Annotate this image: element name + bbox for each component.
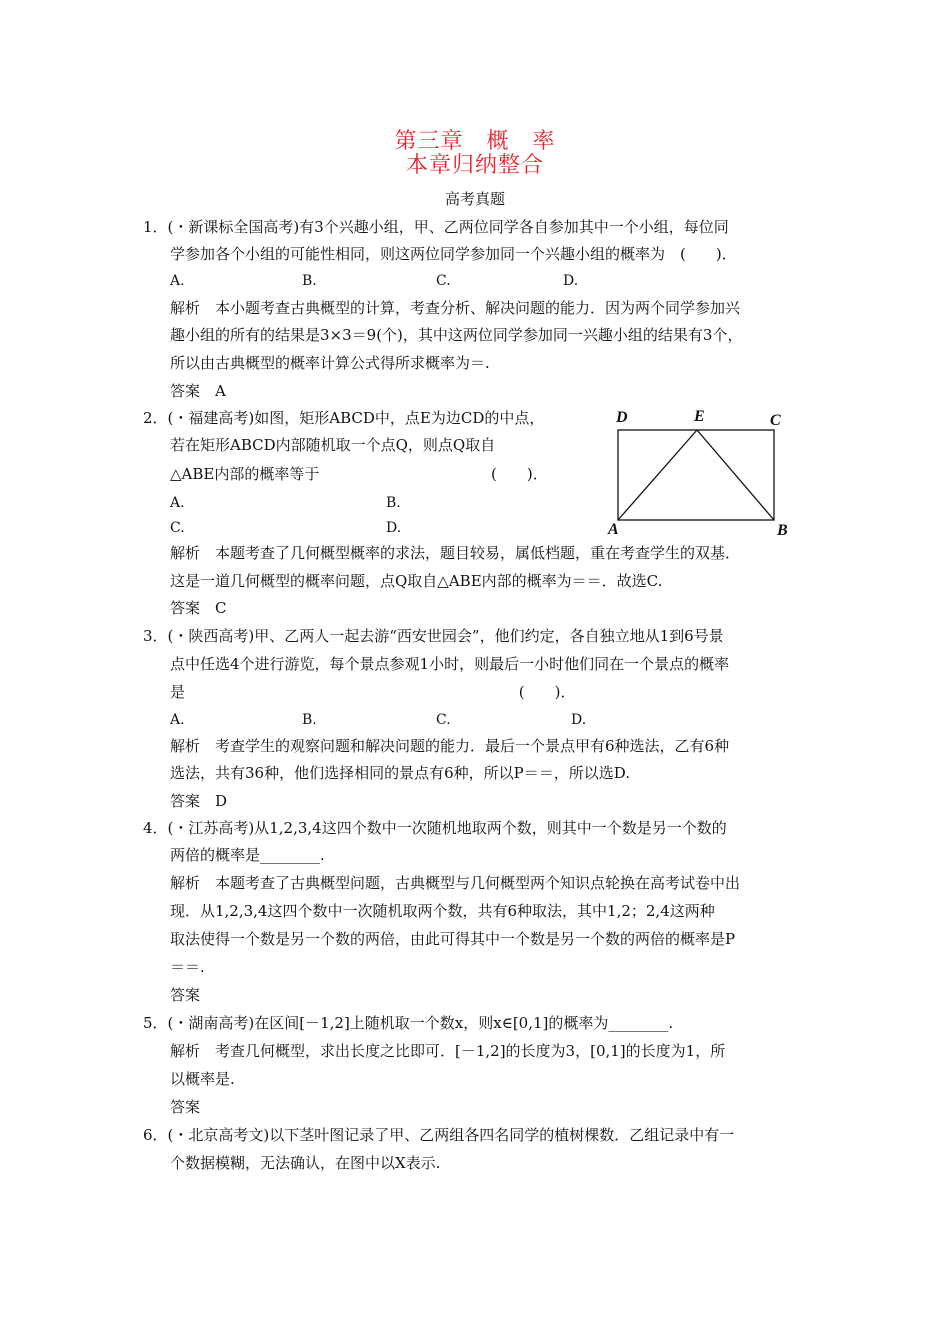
problem-4-analysis-3: 取法使得一个数是另一个数的两倍，由此可得其中一个数是另一个数的两倍的概率是P <box>170 930 736 948</box>
problem-2-analysis-1: 解析 本题考查了几何概型概率的求法，题目较易，属低档题，重在考查学生的双基． <box>170 544 741 562</box>
problem-4-analysis-2: 现．从1,2,3,4这四个数中一次随机取两个数，共有6种取法，其中1,2；2,4这两种 <box>170 902 715 920</box>
label-c: C <box>770 412 781 429</box>
problem-2-option-c: C. <box>170 520 185 536</box>
problem-1-analysis-3: 所以由古典概型的概率计算公式得所求概率为＝. <box>170 354 490 372</box>
problem-3-option-c: C. <box>436 712 451 728</box>
problem-3-line-3: 是 ( )． <box>170 683 576 701</box>
problem-1-analysis-1: 解析 本小题考查古典概型的计算，考查分析、解决问题的能力．因为两个同学参加兴 <box>170 299 741 317</box>
chapter-title: 第三章 概 率 <box>394 129 556 154</box>
label-e: E <box>694 408 705 425</box>
problem-6-line-2: 个数据模糊，无法确认，在图中以X表示. <box>170 1154 441 1172</box>
problem-3-line-1: 3．(・陕西高考)甲、乙两人一起去游“西安世园会”，他们约定，各自独立地从1到6号景 <box>143 627 724 645</box>
problem-3-answer: 答案 D <box>170 792 228 810</box>
problem-5-analysis-2: 以概率是. <box>170 1070 235 1088</box>
chapter-subtitle: 本章归纳整合 <box>405 153 544 178</box>
problem-4-line-2: 两倍的概率是________. <box>170 846 325 864</box>
problem-2-answer: 答案 C <box>170 599 227 617</box>
segment-eb <box>697 430 774 520</box>
problem-1-answer: 答案 A <box>170 382 226 400</box>
problem-6-line-1: 6．(・北京高考文)以下茎叶图记录了甲、乙两组各四名同学的植树棵数．乙组记录中有一 <box>143 1126 735 1144</box>
problem-4-analysis-1: 解析 本题考查了古典概型问题，古典概型与几何概型两个知识点轮换在高考试卷中出 <box>170 874 741 892</box>
problem-3-option-d: D. <box>571 712 587 728</box>
problem-1-line-1: 1．(・新课标全国高考)有3个兴趣小组，甲、乙两位同学各自参加其中一个小组，每位同 <box>143 218 729 236</box>
problem-2-option-a: A. <box>170 495 185 511</box>
problem-1-option-a: A. <box>170 273 185 289</box>
problem-3-option-b: B. <box>302 712 317 728</box>
problem-4-answer: 答案 <box>170 986 201 1004</box>
problem-5-line-1: 5．(・湖南高考)在区间[－1,2]上随机取一个数x，则x∈[0,1]的概率为________. <box>143 1014 674 1032</box>
segment-ae <box>618 430 697 520</box>
section-heading: 高考真题 <box>444 190 505 208</box>
problem-1-option-d: D. <box>563 273 579 289</box>
problem-3-option-a: A. <box>170 712 185 728</box>
problem-3-analysis-2: 选法，共有36种，他们选择相同的景点有6种，所以P＝＝，所以选D. <box>170 764 630 782</box>
problem-4-line-1: 4．(・江苏高考)从1,2,3,4这四个数中一次随机地取两个数，则其中一个数是另一个数的 <box>143 819 727 837</box>
problem-1-option-b: B. <box>302 273 317 289</box>
problem-2-line-3: △ABE内部的概率等于 ( )． <box>170 465 548 483</box>
problem-2-option-d: D. <box>386 520 402 536</box>
problem-4-analysis-4: ＝＝. <box>170 958 205 976</box>
problem-2-line-2: 若在矩形ABCD内部随机取一个点Q，则点Q取自 <box>170 436 496 454</box>
problem-2-analysis-2: 这是一道几何概型的概率问题，点Q取自△ABE内部的概率为＝＝．故选C. <box>170 572 663 590</box>
problem-1-option-c: C. <box>436 273 451 289</box>
problem-2-line-1: 2．(・福建高考)如图，矩形ABCD中，点E为边CD的中点， <box>143 409 545 427</box>
problem-5-answer: 答案 <box>170 1098 201 1116</box>
rectangle-abcd-figure <box>604 404 800 538</box>
problem-1-analysis-2: 趣小组的所有的结果是3×3＝9(个)，其中这两位同学参加同一兴趣小组的结果有3个， <box>170 326 743 344</box>
label-b: B <box>777 522 788 538</box>
problem-3-analysis-1: 解析 考查学生的观察问题和解决问题的能力．最后一个景点甲有6种选法，乙有6种 <box>170 737 730 755</box>
label-a: A <box>608 521 619 538</box>
problem-1-line-2: 学参加各个小组的可能性相同，则这两位同学参加同一个兴趣小组的概率为 ( )． <box>170 245 737 263</box>
rectangle-abcd <box>618 430 774 520</box>
problem-5-analysis-1: 解析 考查几何概型，求出长度之比即可．[－1,2]的长度为3，[0,1]的长度为1，所 <box>170 1042 726 1060</box>
label-d: D <box>616 409 628 426</box>
problem-3-line-2: 点中任选4个进行游览，每个景点参观1小时，则最后一小时他们同在一个景点的概率 <box>170 655 730 673</box>
problem-2-option-b: B. <box>386 495 401 511</box>
